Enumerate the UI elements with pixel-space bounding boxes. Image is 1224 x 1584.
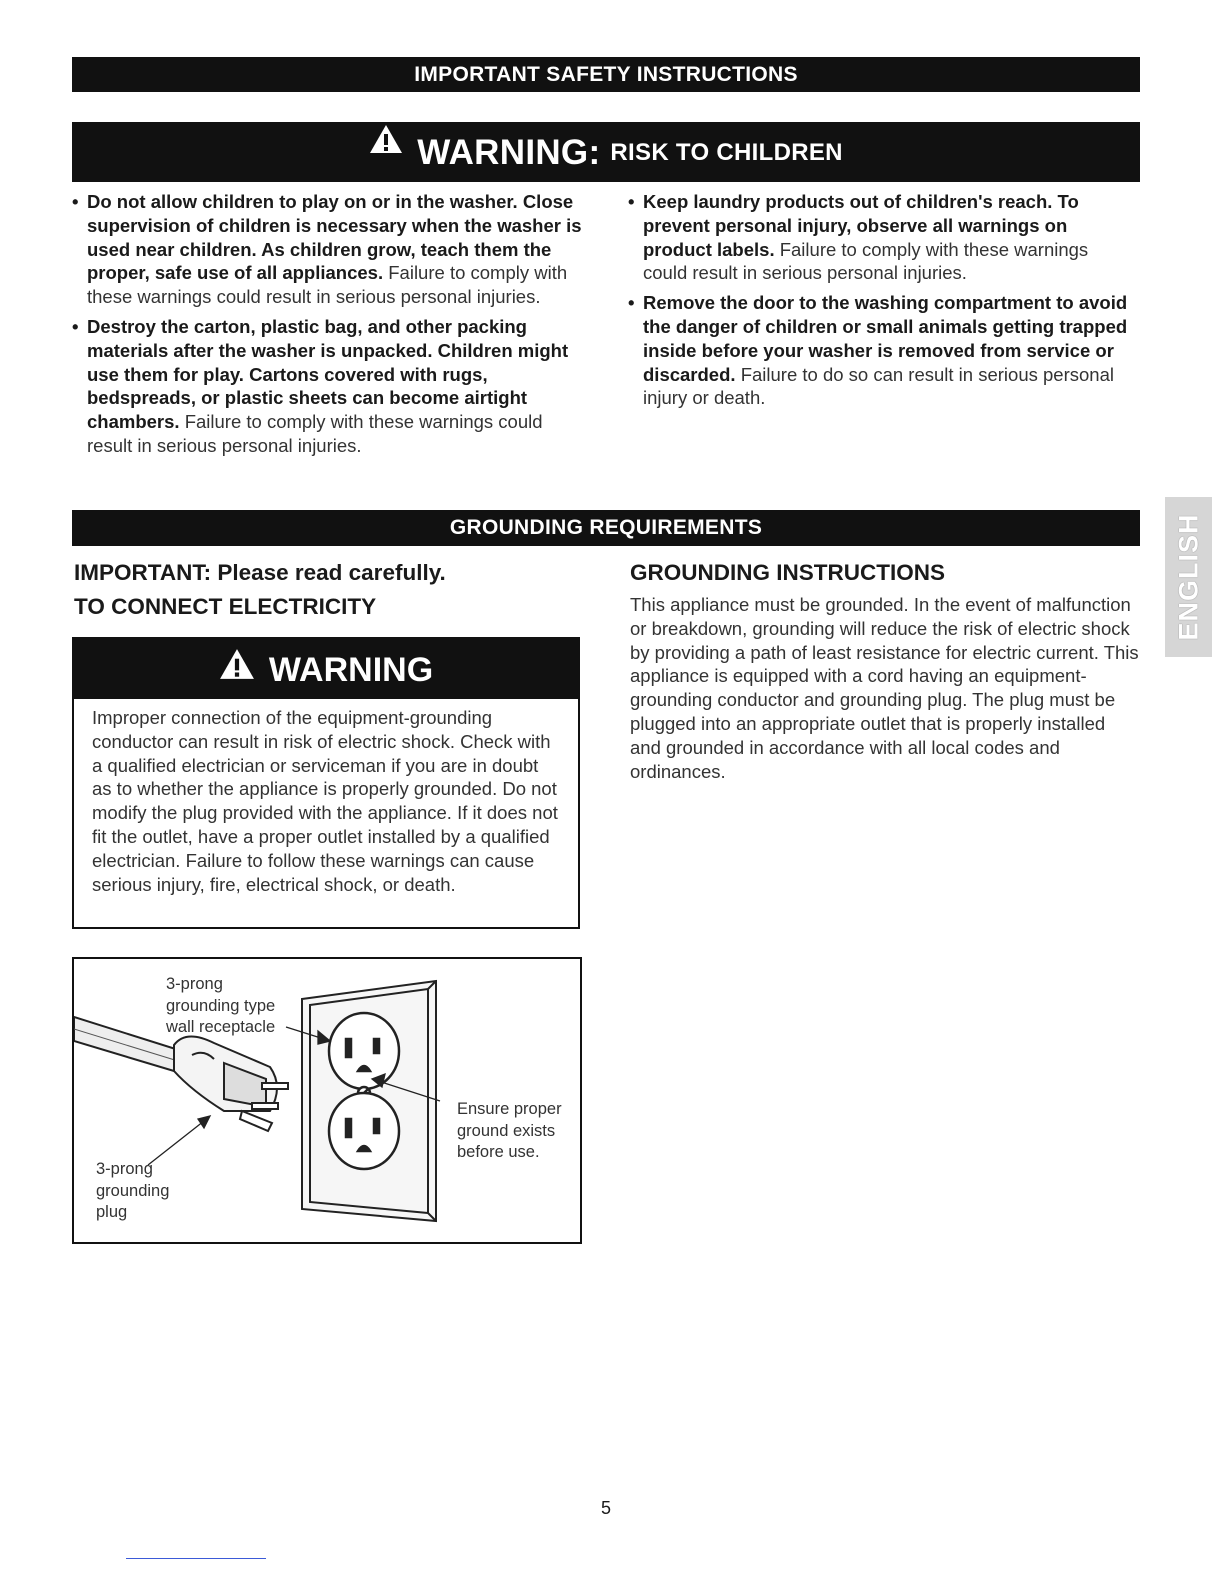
warning-item-bold: Do not allow children to play on or in the washer. Close supervision of children is necessary when the washer is used near children. As children grow, teach them the proper, safe use of all appliances. xyxy=(87,191,582,284)
children-warnings-left xyxy=(72,190,592,464)
language-tab xyxy=(1165,497,1212,657)
safety-instructions-title: IMPORTANT SAFETY INSTRUCTIONS xyxy=(414,63,798,86)
receptacle-label-line: 3-prong xyxy=(166,975,223,993)
important-heading: IMPORTANT: Please read carefully. xyxy=(74,560,446,585)
warning-item-normal: Failure to comply with these warnings could result in serious personal injuries. xyxy=(87,411,543,456)
grounding-instructions-text: This appliance must be grounded. In the event of malfunction or breakdown, grounding will reduce the risk of electric shock by providing a path of least resistance for electric current. This appliance is equipped with a cord having an equipment-grounding conductor and grounding plug. The plug must be plugged into an appropriate outlet that is properly installed and grounded in accordance with all local codes and ordinances. xyxy=(630,594,1139,782)
electrical-warning-header xyxy=(74,639,578,699)
warning-item-bold: Remove the door to the washing compartment to avoid the danger of children or small animals getting trapped inside before your washer is removed from service or discarded. xyxy=(643,292,1128,385)
electrical-warning-title: WARNING xyxy=(268,651,434,689)
warning-item: • Remove the door to the washing compartment to avoid the danger of children or small animals getting trapped inside before your washer is removed from service or discarded. Failure to do so can result in serious personal injury or death. xyxy=(628,292,1128,409)
warning-item-bold: Keep laundry products out of children's reach. To prevent personal injury, observe all warnings on product labels. xyxy=(643,191,1079,260)
ground-check-label xyxy=(457,1099,562,1164)
safety-instructions-banner xyxy=(72,57,1140,92)
warning-item: • Do not allow children to play on or in the washer. Close supervision of children is necessary when the washer is used near children. As children grow, teach them the proper, safe use of all appliances. Failure to comply with these warnings could result in serious personal injuries. xyxy=(72,191,582,308)
warning-item-normal: Failure to comply with these warnings could result in serious personal injuries. xyxy=(643,238,1089,284)
grounding-figure xyxy=(72,957,582,1244)
warning-item: • Destroy the carton, plastic bag, and other packing materials after the washer is unpacked. Children might use them for play. Cartons covered with rugs, bedspreads, or plastic sheets can become airtight chambers. Failure to comply with these warnings could result in serious personal injuries. xyxy=(72,315,569,456)
ground-label-line: Ensure proper xyxy=(457,1100,562,1118)
warning-word: WARNING: xyxy=(417,133,601,172)
grounding-instructions-heading: GROUNDING INSTRUCTIONS xyxy=(630,560,945,585)
ground-label-line: before use. xyxy=(457,1143,540,1161)
warning-item-bold: Destroy the carton, plastic bag, and other packing materials after the washer is unpacked. Children might use them for play. Cartons covered with rugs, bedspreads, or plastic sheets can become airtight chambers. xyxy=(87,315,569,433)
electrical-warning-text: Improper connection of the equipment-grounding conductor can result in risk of electric shock. Check with a qualified electrician or serviceman if you are in doubt as to whether the appliance is properly grounded. Do not modify the plug provided with the appliance. If it does not fit the outlet, have a proper outlet installed by a qualified electrician. Failure to follow these warnings can cause serious injury, fire, electrical shock, or death. xyxy=(92,707,558,895)
plug-label-line: grounding xyxy=(96,1181,170,1200)
language-tab-label: ENGLISH xyxy=(1173,513,1203,641)
grounding-requirements-title: GROUNDING REQUIREMENTS xyxy=(449,516,763,539)
warning-triangle-icon xyxy=(219,638,255,700)
page-number: 5 xyxy=(600,1498,611,1518)
connect-electricity-heading: TO CONNECT ELECTRICITY xyxy=(74,594,377,619)
footer-rule xyxy=(126,1558,266,1559)
warning-item-normal: Failure to comply with these warnings could result in serious personal injuries. xyxy=(87,262,568,308)
plug-label xyxy=(96,1159,169,1224)
warning-children-banner xyxy=(72,122,1140,182)
electrical-warning-box xyxy=(72,637,580,929)
plug-label-line: plug xyxy=(96,1203,128,1221)
warning-item: • Keep laundry products out of children's reach. To prevent personal injury, observe all warnings on product labels. Failure to comply with these warnings could result in serious personal injuries. xyxy=(628,191,1089,284)
warning-topic: RISK TO CHILDREN xyxy=(610,139,843,166)
plug-label-line: 3-prong xyxy=(96,1160,153,1178)
ground-label-line: ground exists xyxy=(457,1121,556,1140)
warning-item-normal: Failure to do so can result in serious personal injury or death. xyxy=(643,363,1114,409)
warning-triangle-icon xyxy=(369,119,403,181)
grounding-requirements-banner xyxy=(72,510,1140,546)
children-warnings-right xyxy=(628,190,1128,416)
receptacle-label-line: grounding type xyxy=(166,996,276,1015)
receptacle-label xyxy=(166,974,275,1039)
receptacle-label-line: wall receptacle xyxy=(166,1018,276,1036)
